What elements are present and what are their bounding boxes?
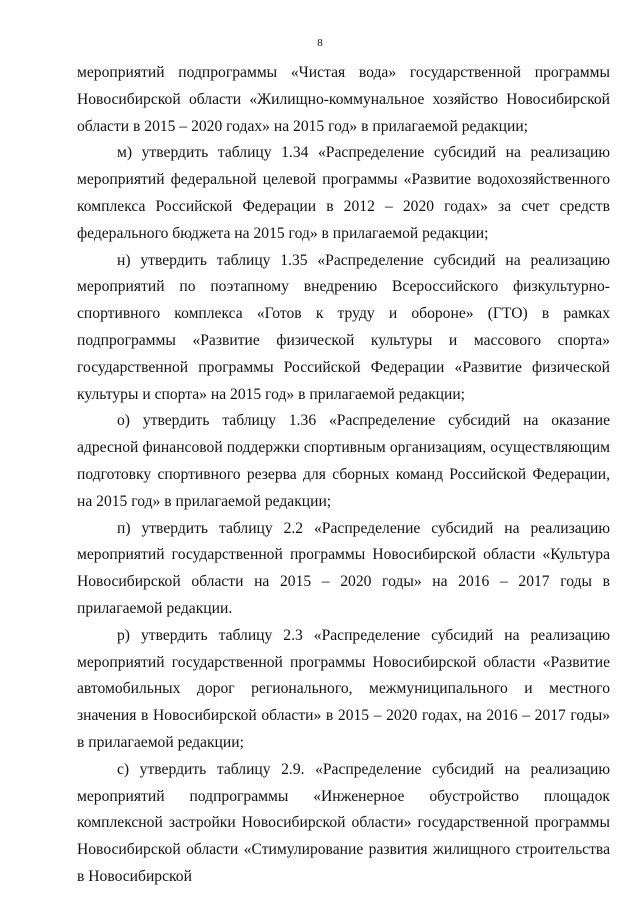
document-body <box>77 60 610 891</box>
paragraph-item-p: п) утвердить таблицу 2.2 «Распределение субсидий на реализацию мероприятий государственной программы Новосибирской области «Культура Новосибирской области на 2015 – 2020 годы» на 2016 – 2017 годы в прилагаемой редакции. <box>77 519 610 617</box>
paragraph-item-r: р) утвердить таблицу 2.3 «Распределение субсидий на реализацию мероприятий государственной программы Новосибирской области «Развитие автомобильных дорог регионального, межмуниципального и местного значения в Новосибирской области» в 2015 – 2020 годах, на 2016 – 2017 годы» в прилагаемой редакции; <box>77 626 610 751</box>
paragraph-item-m: м) утвердить таблицу 1.34 «Распределение субсидий на реализацию мероприятий федеральной целевой программы «Развитие водохозяйственного комплекса Российской Федерации в 2012 – 2020 годах» за счет средств федерального бюджета на 2015 год» в прилагаемой редакции; <box>77 144 610 242</box>
paragraph-item-s: с) утвердить таблицу 2.9. «Распределение субсидий на реализацию мероприятий подпрограммы «Инженерное обустройство площадок комплексной застройки Новосибирской области» государственной программы Новосибирской области «Стимулирование развития жилищного строительства в Новосибирской <box>77 760 610 885</box>
paragraph-item-n: н) утвердить таблицу 1.35 «Распределение субсидий на реализацию мероприятий по поэтапному внедрению Всероссийского физкультурно-спортивного комплекса «Готов к труду и обороне» (ГТО) в рамках подпрограммы «Развитие физической культуры и массового спорта» государственной программы Российской Федерации «Развитие физической культуры и спорта» на 2015 год» в прилагаемой редакции; <box>77 251 610 403</box>
paragraph-continuation: мероприятий подпрограммы «Чистая вода» государственной программы Новосибирской области «Жилищно-коммунальное хозяйство Новосибирской области в 2015 – 2020 годах» на 2015 год» в прилагаемой редакции; <box>77 64 610 135</box>
page-number: 8 <box>317 37 323 49</box>
paragraph-item-o: о) утвердить таблицу 1.36 «Распределение субсидий на оказание адресной финансовой поддержки спортивным организациям, осуществляющим подготовку спортивного резерва для сборных команд Российской Федерации, на 2015 год» в прилагаемой редакции; <box>77 412 610 510</box>
